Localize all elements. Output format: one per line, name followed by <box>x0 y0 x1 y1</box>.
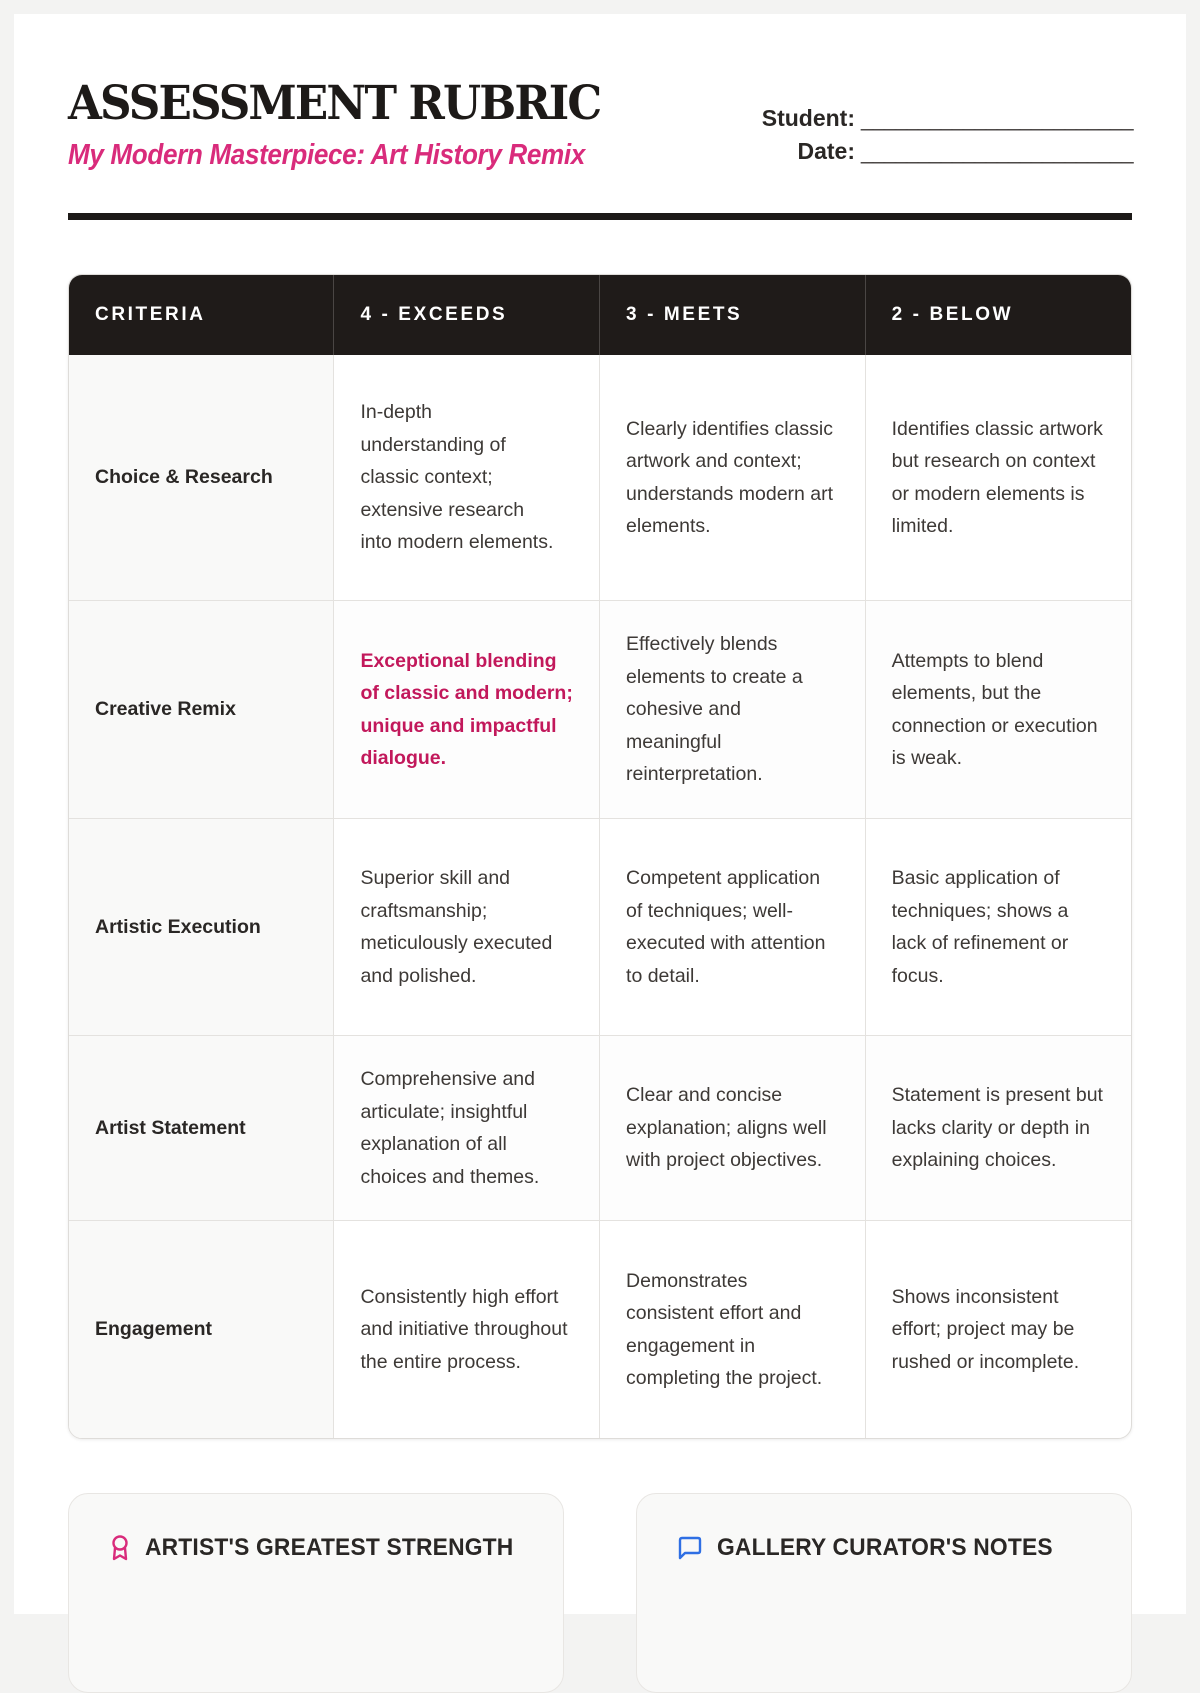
project-subtitle: My Modern Masterpiece: Art History Remix <box>68 139 585 171</box>
criteria-cell: Choice & Research <box>69 355 334 600</box>
card-title: GALLERY CURATOR'S NOTES <box>717 1534 1053 1561</box>
below-cell[interactable]: Identifies classic artwork but research on context or modern elements is limited. <box>891 417 1103 537</box>
criteria-cell: Artistic Execution <box>69 818 334 1035</box>
meets-cell[interactable]: Competent application of techniques; well-executed with attention to detail. <box>600 818 866 1035</box>
criteria-cell: Artist Statement <box>69 1035 334 1220</box>
student-label: Student: <box>761 105 855 131</box>
curator-notes-card[interactable] <box>636 1493 1132 1693</box>
exceeds-cell[interactable]: Superior skill and craftsmanship; meticulously executed and polished. <box>334 818 600 1035</box>
card-header <box>109 1534 523 1562</box>
meets-cell[interactable]: Demonstrates consistent effort and engagement in completing the project. <box>600 1220 866 1438</box>
date-field[interactable] <box>762 135 1132 168</box>
below-cell[interactable]: Shows inconsistent effort; project may be rushed or incomplete. <box>866 1220 1131 1438</box>
below-cell[interactable]: Statement is present but lacks clarity or depth in explaining choices. <box>866 1035 1131 1220</box>
table-header-row <box>69 275 1131 355</box>
header-divider <box>68 213 1132 220</box>
meets-cell[interactable]: Clearly identifies classic artwork and context; understands modern art elements. <box>600 355 866 600</box>
greatest-strength-card[interactable] <box>68 1493 564 1693</box>
below-cell[interactable]: Basic application of techniques; shows a lack of refinement or focus. <box>866 818 1131 1035</box>
exceeds-cell[interactable]: Consistently high effort and initiative throughout the entire process. <box>334 1220 600 1438</box>
student-blank-line[interactable]: ________________________ <box>861 105 1132 131</box>
exceeds-cell[interactable]: Comprehensive and articulate; insightful explanation of all choices and themes. <box>334 1035 600 1220</box>
exceeds-cell-selected[interactable]: Exceptional blending of classic and modern; unique and impactful dialogue. <box>334 600 600 818</box>
criteria-cell: Creative Remix <box>69 600 334 818</box>
page-header <box>68 14 1132 220</box>
table-row <box>69 1220 1131 1438</box>
meets-cell[interactable]: Clear and concise explanation; aligns well with project objectives. <box>600 1035 866 1220</box>
table-row <box>69 600 1131 818</box>
message-bubble-icon <box>677 1535 703 1561</box>
column-header-below: 2 - BELOW <box>866 275 1131 355</box>
card-header <box>677 1534 1091 1562</box>
column-header-meets: 3 - MEETS <box>600 275 866 355</box>
card-title: ARTIST'S GREATEST STRENGTH <box>145 1534 514 1561</box>
criteria-cell: Engagement <box>69 1220 334 1438</box>
rubric-sheet <box>14 14 1186 1614</box>
exceeds-cell[interactable]: In-depth understanding of classic context; extensive research into modern elements. <box>334 355 600 600</box>
date-blank-line[interactable]: ________________________ <box>861 138 1132 164</box>
award-ribbon-icon <box>109 1535 131 1561</box>
student-info <box>762 102 1132 168</box>
page-title: ASSESSMENT RUBRIC <box>68 76 601 131</box>
meets-cell[interactable]: Effectively blends elements to create a cohesive and meaningful reinterpretation. <box>600 600 866 818</box>
column-header-criteria: CRITERIA <box>69 275 334 355</box>
table-row <box>69 818 1131 1035</box>
below-cell[interactable]: Attempts to blend elements, but the connection or execution is weak. <box>866 600 1131 818</box>
feedback-cards <box>68 1493 1132 1693</box>
rubric-table <box>68 274 1132 1439</box>
column-header-exceeds: 4 - EXCEEDS <box>334 275 600 355</box>
table-row <box>69 355 1131 600</box>
table-row <box>69 1035 1131 1220</box>
student-field[interactable] <box>762 102 1132 135</box>
date-label: Date: <box>797 138 855 164</box>
